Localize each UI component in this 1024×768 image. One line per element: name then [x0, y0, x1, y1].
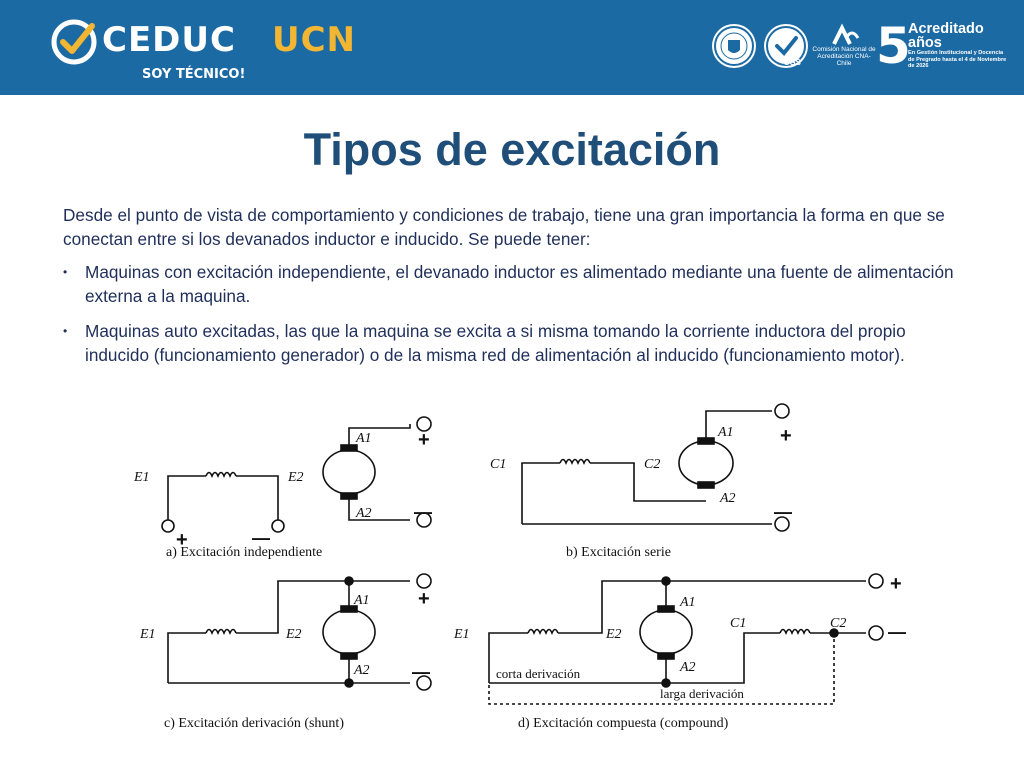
label-a-e2: E2	[288, 470, 304, 485]
label-d-e2: E2	[606, 627, 622, 642]
label-a-a1: A1	[356, 431, 372, 446]
label-c-a2: A2	[354, 663, 370, 678]
accreditation-title-text: Acreditado	[908, 21, 984, 37]
label-a-e1: E1	[134, 470, 150, 485]
sign-a-minus: —	[414, 502, 432, 522]
brand-name: CEDUC	[102, 20, 236, 60]
label-d-c1: C1	[730, 616, 747, 631]
brand-tagline: SOY TÉCNICO!	[142, 67, 246, 82]
label-a-a2: A2	[356, 506, 372, 521]
label-b-a2: A2	[720, 491, 736, 506]
caption-a: a) Excitación independiente	[166, 545, 323, 560]
caption-d: d) Excitación compuesta (compound)	[518, 716, 729, 731]
caption-c: c) Excitación derivación (shunt)	[164, 716, 344, 731]
label-b-a1: A1	[718, 425, 734, 440]
label-d-a1: A1	[680, 595, 696, 610]
label-c-e1: E1	[140, 627, 156, 642]
brand-accent: UCN	[272, 20, 357, 60]
bullet-self-excited: • Maquinas auto excitadas, las que la maquina se excita a si misma tomando la corriente inductora del propio inducido (funcionamiento generador) o de la misma red de alimentación al inducido (funcionamiento motor).	[63, 319, 963, 367]
sign-c-minus: —	[412, 662, 430, 682]
sign-a-field-minus: —	[252, 528, 270, 548]
bullet-independent: • Maquinas con excitación independiente, el devanado inductor es alimentado mediante una fuente de alimentación externa a la maquina.	[63, 260, 963, 308]
accreditation-detail: En Gestión Institucional y Docencia de Pregrado hasta el 4 de Noviembre de 2026	[908, 50, 1007, 69]
sign-a-field-plus: +	[176, 529, 188, 551]
sign-d-minus: —	[888, 622, 906, 642]
long-derivation-label: larga derivación	[660, 686, 744, 701]
label-b-c2: C2	[644, 457, 661, 472]
cna-text: Comisión Nacional de Acreditación CNA-Chile	[812, 46, 876, 67]
accreditation-unit: años	[908, 35, 942, 51]
label-c-a1: A1	[354, 593, 370, 608]
label-d-c2: C2	[830, 616, 847, 631]
label-b-c1: C1	[490, 457, 507, 472]
intro-paragraph: Desde el punto de vista de comportamiento y condiciones de trabajo, tiene una gran importancia la forma en que se conectan entre si los devanados inductor e inducido. Se puede tener:	[63, 205, 945, 249]
sign-a-plus: +	[418, 429, 430, 451]
label-d-a2: A2	[680, 660, 696, 675]
label-d-e1: E1	[454, 627, 470, 642]
sgs-label: SGS	[784, 58, 801, 67]
accreditation-years: 5	[876, 17, 911, 75]
sign-b-plus: +	[780, 425, 792, 447]
short-derivation-label: corta derivación	[496, 666, 581, 681]
sign-c-plus: +	[418, 588, 430, 610]
slide-title: Tipos de excitación	[303, 124, 721, 175]
label-c-e2: E2	[286, 627, 302, 642]
diagram-compound	[489, 574, 883, 704]
sign-b-minus: —	[774, 502, 792, 522]
caption-b: b) Excitación serie	[566, 545, 671, 560]
sign-d-plus: +	[890, 573, 902, 595]
